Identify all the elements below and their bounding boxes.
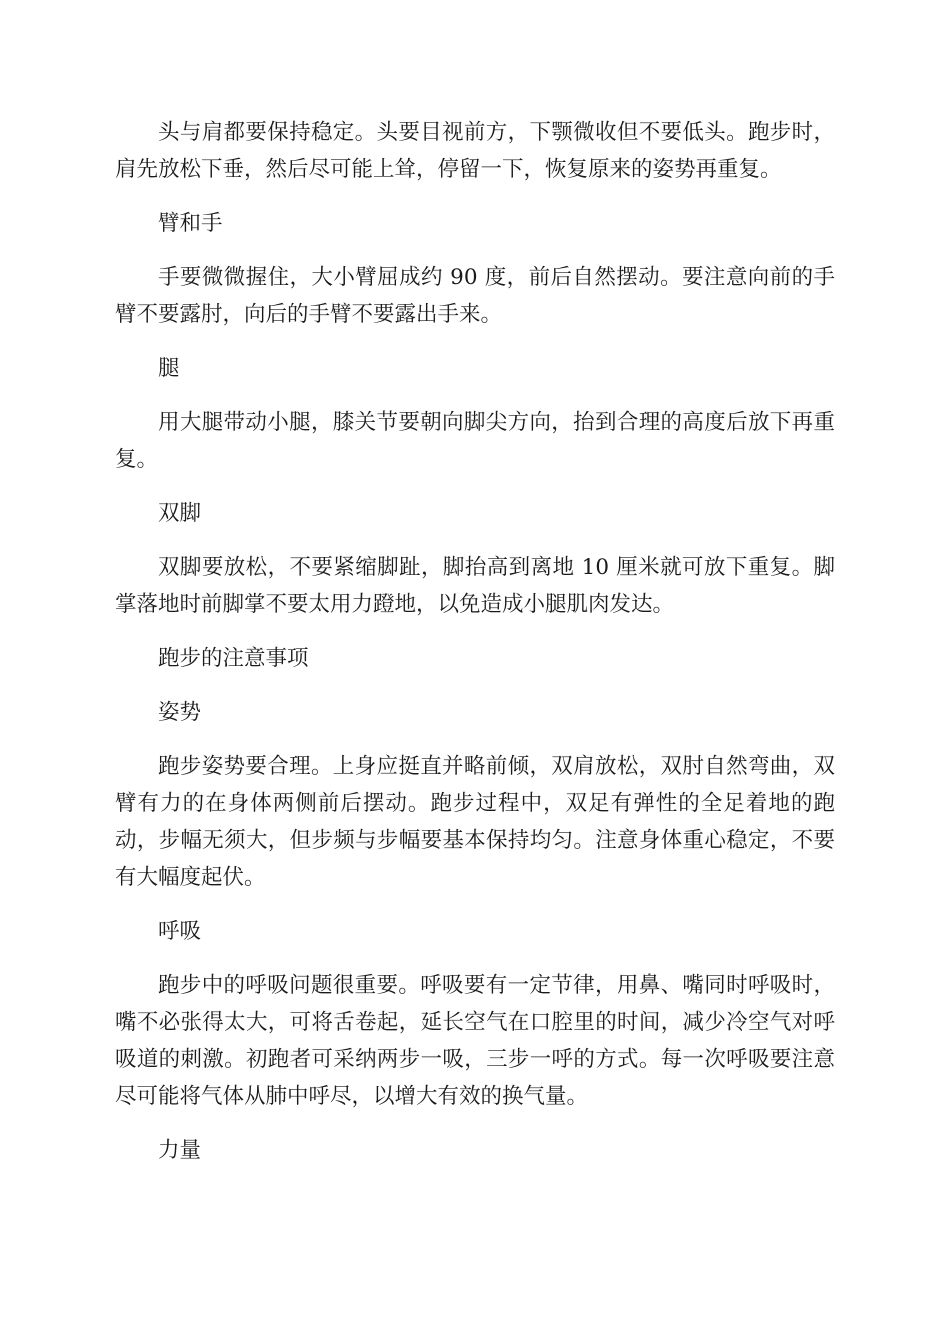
heading-arms-hands: 臂和手 <box>158 211 223 236</box>
paragraph-legs: 用大腿带动小腿，膝关节要朝向脚尖方向，抬到合理的高度后放下再重复。 <box>115 410 835 472</box>
paragraph-posture: 跑步姿势要合理。上身应挺直并略前倾，双肩放松，双肘自然弯曲，双臂有力的在身体两侧前后摆动。跑步过程中，双足有弹性的全足着地的跑动，步幅无须大，但步频与步幅要基本保持均匀。注意身体重心稳定，不要有大幅度起伏。 <box>115 754 835 890</box>
paragraph-head-shoulders: 头与肩都要保持稳定。头要目视前方，下颚微收但不要低头。跑步时，肩先放松下垂，然后尽可能上耸，停留一下，恢复原来的姿势再重复。 <box>115 120 835 182</box>
paragraph-feet: 双脚要放松，不要紧缩脚趾，脚抬高到离地 10 厘米就可放下重复。脚掌落地时前脚掌不要太用力蹬地，以免造成小腿肌肉发达。 <box>115 555 835 617</box>
document-body <box>115 114 835 1186</box>
heading-legs: 腿 <box>158 356 180 381</box>
heading-posture: 姿势 <box>158 700 202 725</box>
heading-feet: 双脚 <box>158 501 202 526</box>
heading-strength: 力量 <box>158 1138 202 1163</box>
paragraph-arms-hands: 手要微微握住，大小臂屈成约 90 度，前后自然摆动。要注意向前的手臂不要露肘，向后的手臂不要露出手来。 <box>115 265 835 327</box>
heading-breathing: 呼吸 <box>158 919 202 944</box>
heading-running-notes: 跑步的注意事项 <box>158 646 309 671</box>
paragraph-breathing: 跑步中的呼吸问题很重要。呼吸要有一定节律，用鼻、嘴同时呼吸时，嘴不必张得太大，可将舌卷起，延长空气在口腔里的时间，减少冷空气对呼吸道的刺激。初跑者可采纳两步一吸，三步一呼的方式。每一次呼吸要注意尽可能将气体从肺中呼尽，以增大有效的换气量。 <box>115 973 835 1109</box>
